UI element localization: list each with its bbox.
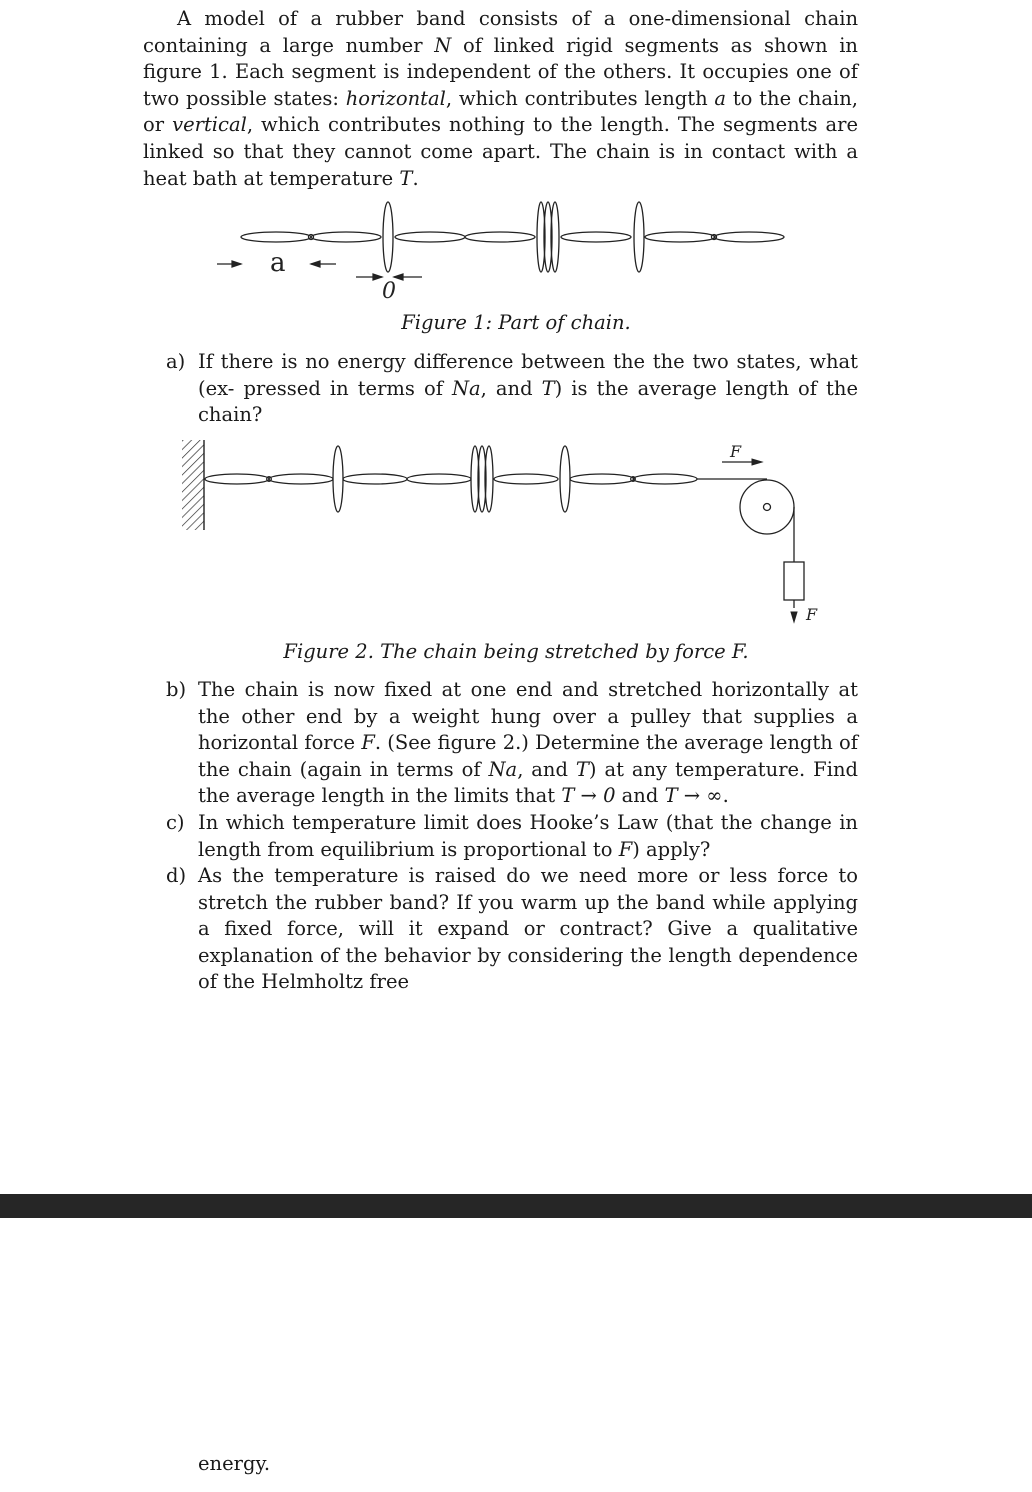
figure-2-caption: Figure 2. The chain being stretched by force F. [283,640,749,663]
segment-vertical [560,446,570,512]
figure-2-stretched-chain [0,436,1032,636]
segment-horizontal [494,474,558,484]
question-text: The chain is now fixed at one end and stretched horizontally at the other end by a weight hung over a pulley that supplies a horizontal force F. (See figure 2.) Determine the average length of the chain (again in terms of Na, and T) at any temperature. Find the average length in the limits that T → 0 and T → ∞. [198,678,858,808]
question-text: In which temperature limit does Hooke’s Law (that the change in length from equilibrium is proportional to F) apply? [198,811,858,861]
segment-horizontal [407,474,471,484]
question-label: c) [166,811,185,834]
label-force-top: F [730,442,742,461]
continuation-text: energy. [198,1452,271,1475]
label-force-bottom: F [806,605,818,624]
question-text: As the temperature is raised do we need more or less force to stretch the rubber band? If you warm up the band while applying a fixed force, will it expand or contract? Give a qualitative explanation of the behavior by considering the length dependence of the Helmholtz free [198,864,858,994]
question-d [166,863,858,996]
pulley [740,480,794,534]
hanging-weight [784,562,804,600]
segment-horizontal [561,232,631,242]
segment-vertical [634,202,644,272]
segment-vertical [333,446,343,512]
figure-1-chain [0,195,1032,310]
segment-horizontal [343,474,407,484]
segment-horizontal [714,232,784,242]
question-label: a) [166,350,186,373]
segment-vertical [383,202,393,272]
question-text: If there is no energy difference between the the two states, what (ex- pressed in terms of Na, and T) is the average length of the chain? [198,350,858,427]
segment-horizontal [311,232,381,242]
wall [182,440,204,530]
question-c [166,810,858,863]
segment-horizontal [570,474,634,484]
label-zero: 0 [382,279,396,304]
segment-horizontal [269,474,333,484]
segment-horizontal [465,232,535,242]
label-a: a [270,248,286,278]
segment-horizontal [645,232,715,242]
question-label: b) [166,678,187,701]
question-a [166,349,858,429]
segment-horizontal [395,232,465,242]
segment-horizontal [633,474,697,484]
intro-paragraph: A model of a rubber band consists of a one-dimensional chain containing a large number N of linked rigid segments as shown in figure 1. Each segment is independent of the others. It occupies one of two possible states: horizontal, which contributes length a to the chain, or vertical, which contributes nothing to the length. The segments are linked so that they cannot come apart. The chain is in contact with a heat bath at temperature T. [143,7,858,190]
figure-1-caption: Figure 1: Part of chain. [401,311,631,334]
question-label: d) [166,864,187,887]
segment-horizontal [205,474,269,484]
page-break-bar [0,1194,1032,1218]
question-b [166,677,858,810]
segment-horizontal [241,232,311,242]
